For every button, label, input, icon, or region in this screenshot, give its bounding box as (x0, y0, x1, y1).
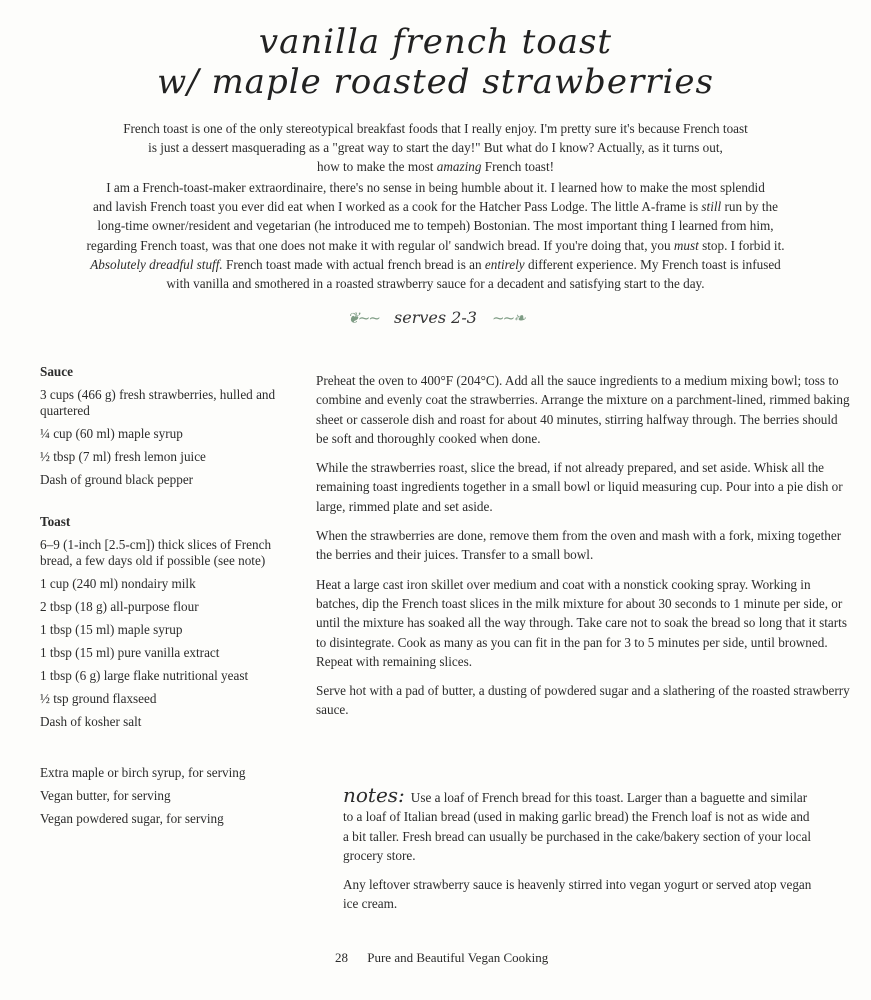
ingredient-item: 1 tbsp (6 g) large flake nutritional yeast (40, 668, 249, 683)
ingredient-item: 1 cup (240 ml) nondairy milk (40, 576, 196, 591)
text-segment: run by the (721, 199, 778, 215)
page-number: 28 (335, 950, 348, 965)
text-segment: French toast is one of the only stereotypical breakfast foods that I really enjoy. I'm pretty sure it's because French toast (123, 121, 748, 136)
sauce-heading: Sauce (40, 364, 73, 379)
recipe-title-line-1: vanilla french toast (258, 22, 613, 62)
direction-step: Heat a large cast iron skillet over medium and coat with a nonstick cooking spray. Working in batches, dip the French toast slices in the milk mixture for about 30 seconds to 1 minute per side, or until the mixture has soaked all the way through. Take care not to soak the bread so long that it starts to disintegrate. Cook as many as you can fit in the pan for 3 to 5 minutes per side, until browned. Repeat with remaining slices. (316, 576, 847, 669)
text-segment: I am a French-toast-maker extraordinaire, there's no sense in being humble about it. I learned how to make the most splendid (106, 180, 765, 195)
text-segment: French toast! (481, 159, 554, 175)
ingredient-item: ¼ cup (60 ml) maple syrup (40, 426, 183, 441)
emphasis-text: still (701, 199, 722, 215)
notes-box (343, 783, 813, 924)
text-segment: French toast made with actual french bread is an (222, 256, 485, 272)
text-segment: long-time owner/resident and vegetarian (he introduced me to tempeh) Bostonian. The most important thing I learned from him, (97, 218, 774, 234)
text-segment: different experience. My French toast is infused (524, 256, 781, 272)
text-segment: how to make the most (317, 159, 437, 175)
direction-step: When the strawberries are done, remove them from the oven and mash with a fork, mixing together the berries and their juices. Transfer to a small bowl. (316, 528, 842, 563)
intro-paragraph-2 (30, 178, 841, 293)
direction-step: Preheat the oven to 400°F (204°C). Add all the sauce ingredients to a medium mixing bowl; toss to combine and evenly coat the strawberries. Arrange the mixture on a parchment-lined, rimmed baking sheet or casserole dish and roast for about 40 minutes, stirring halfway through. The berries should be soft and thoroughly cooked when done. (316, 373, 850, 446)
text-segment: regarding French toast, was that one does not make it with regular ol' sandwich bread. If you're doing that, you (86, 237, 674, 253)
ingredient-item: 1 tbsp (15 ml) maple syrup (40, 622, 183, 637)
text-segment: with vanilla and smothered in a roasted strawberry sauce for a decadent and satisfying start to the day. (166, 276, 705, 292)
ingredient-item: ½ tbsp (7 ml) fresh lemon juice (40, 449, 206, 464)
serving-item: Extra maple or birch syrup, for serving (40, 765, 246, 780)
toast-heading: Toast (40, 514, 71, 529)
book-title: Pure and Beautiful Vegan Cooking (367, 950, 549, 965)
ingredient-item: Dash of ground black pepper (40, 472, 194, 487)
recipe-title-line-2: w/ maple roasted strawberries (157, 62, 714, 102)
notes-label: notes: (343, 783, 405, 807)
notes-paragraph-1: Use a loaf of French bread for this toast. Larger than a baguette and similar to a loaf of Italian bread (used in making garlic bread) the French loaf is not as wide and a bit taller. Fresh bread can usually be purchased in the cake/bakery section of your local grocery store. (343, 790, 811, 863)
notes-paragraph-2: Any leftover strawberry sauce is heavenly stirred into vegan yogurt or served atop vegan ice cream. (343, 877, 812, 912)
servings-banner (0, 308, 871, 327)
ingredient-item: Dash of kosher salt (40, 714, 142, 729)
ingredient-item: 3 cups (466 g) fresh strawberries, hulled and quartered (40, 386, 276, 418)
ingredient-item: 2 tbsp (18 g) all-purpose flour (40, 599, 199, 614)
serving-item: Vegan powdered sugar, for serving (40, 811, 224, 826)
text-segment: is just a dessert masquerading as a "great way to start the day!" But what do I know? Actually, as it turns out, (148, 140, 723, 156)
direction-step: Serve hot with a pad of butter, a dusting of powdered sugar and a slathering of the roasted strawberry sauce. (316, 683, 850, 718)
ingredient-item: 1 tbsp (15 ml) pure vanilla extract (40, 645, 220, 660)
emphasis-text: entirely (484, 256, 525, 272)
directions (316, 371, 852, 730)
page-footer (335, 950, 564, 966)
emphasis-text: amazing (436, 159, 482, 175)
direction-step: While the strawberries roast, slice the bread, if not already prepared, and set aside. Whisk all the remaining toast ingredients together in a small bowl or liquid measuring cup. Pour into a pie dish or large, rimmed plate and set aside. (316, 460, 843, 514)
servings-label: serves 2-3 (394, 308, 477, 327)
serving-item: Vegan butter, for serving (40, 788, 171, 803)
text-segment: stop. I forbid it. (698, 237, 785, 253)
emphasis-text: Absolutely dreadful stuff. (90, 256, 223, 272)
ingredient-item: ½ tsp ground flaxseed (40, 691, 157, 706)
leaf-sprig-icon: ❦~~ (347, 309, 379, 327)
emphasis-text: must (673, 237, 699, 253)
ingredients-list (40, 364, 285, 834)
leaf-sprig-icon: ~~❧ (492, 309, 524, 327)
intro-paragraph-1 (30, 119, 841, 177)
text-segment: and lavish French toast you ever did eat when I worked as a cook for the Hatcher Pass Lodge. The little A-frame is (93, 199, 702, 215)
ingredient-item: 6–9 (1-inch [2.5-cm]) thick slices of French bread, a few days old if possible (see note) (40, 536, 272, 568)
